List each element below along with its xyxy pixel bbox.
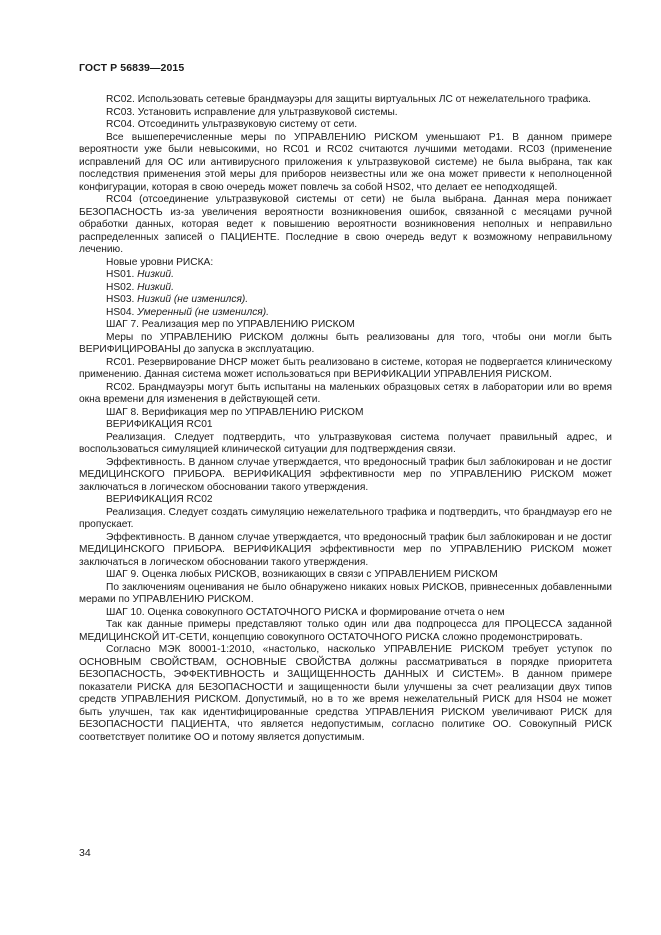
risk-code: HS01.	[106, 269, 135, 280]
risk-code: HS02.	[106, 281, 135, 293]
subheading: ВЕРИФИКАЦИЯ RC01	[106, 419, 213, 430]
paragraph: Новые уровни РИСКА:	[106, 256, 214, 268]
paragraph: Меры по УПРАВЛЕНИЮ РИСКОМ должны быть реализованы для того, чтобы они могли быть ВЕРИФИЦИРОВАНЫ до запуска в эксплуатацию.	[79, 331, 612, 355]
risk-level: Низкий.	[137, 281, 174, 293]
step-heading: ШАГ 9. Оценка любых РИСКОВ, возникающих в связи с УПРАВЛЕНИЕМ РИСКОМ	[106, 569, 498, 580]
paragraph: RC02. Брандмауэры могут быть испытаны на маленьких образцовых сетях в лаборатории или во время окна времени для изменения в действующей сети.	[79, 381, 612, 405]
risk-level: Низкий.	[137, 269, 174, 280]
paragraph: Все вышеперечисленные меры по УПРАВЛЕНИЮ РИСКОМ уменьшают P1. В данном примере вероятности уже были невысокими, но RC01 и RC02 считаются лучшими методами. RC03 (применение исправлений для ОС или антивирусного приложения к ультразвуковой системе) не была выбрана, так как последствия применения этой меры для приборов неизвестны или же она может привести к неполноценной конфигурации, которая в свою очередь может повлечь за собой HS02, что делает ее неподходящей.	[79, 131, 612, 193]
step-heading: ШАГ 10. Оценка совокупного ОСТАТОЧНОГО РИСКА и формирование отчета о нем	[106, 606, 505, 618]
paragraph: Согласно МЭК 80001-1:2010, «настолько, насколько УПРАВЛЕНИЕ РИСКОМ требует уступок по ОСНОВНЫМ СВОЙСТВАМ, ОСНОВНЫЕ СВОЙСТВА должны рассматриваться в порядке приоритета БЕЗОПАСНОСТЬ, ЭФФЕКТИВНОСТЬ и ЗАЩИЩЕННОСТЬ ДАННЫХ И СИСТЕМ». В данном примере показатели РИСКА для БЕЗОПАСНОСТИ и защищенности были улучшены за счет реализации двух типов средств УПРАВЛЕНИЯ РИСКОМ. Допустимый, но в то же время нежелательный РИСК для HS04 не может быть улучшен, так как идентифицированные средства УПРАВЛЕНИЯ РИСКОМ увеличивают РИСК для БЕЗОПАСНОСТИ ПАЦИЕНТА, что является недопустимым, согласно политике ОО. Совокупный РИСК соответствует политике ОО и потому является допустимым.	[79, 644, 612, 743]
risk-code: HS04.	[106, 306, 135, 318]
step-heading: ШАГ 7. Реализация мер по УПРАВЛЕНИЮ РИСКОМ	[106, 319, 355, 330]
paragraph: Эффективность. В данном случае утверждается, что вредоносный трафик был заблокирован и не достиг МЕДИЦИНСКОГО ПРИБОРА. ВЕРИФИКАЦИЯ эффективности мер по УПРАВЛЕНИЮ РИСКОМ может заключаться в логическом обосновании такого утверждения.	[79, 531, 612, 568]
risk-code: HS03.	[106, 294, 135, 305]
paragraph: RC04 (отсоединение ультразвуковой системы от сети) не была выбрана. Данная мера понижает БЕЗОПАСНОСТЬ из-за увеличения вероятности возникновения ошибок, связанной с месяцами ручной обработки данных, которая ведет к повышению вероятности возникновения неполных и неправильно распределенных записей о ПАЦИЕНТЕ. Последние в свою очередь ведут к возможному неправильному лечению.	[79, 194, 612, 255]
paragraph: Реализация. Следует подтвердить, что ультразвуковая система получает правильный адрес, и воспользоваться симуляцией клинической ситуации для подтверждения связи.	[79, 431, 612, 455]
paragraph: Эффективность. В данном случае утверждается, что вредоносный трафик был заблокирован и не достиг МЕДИЦИНСКОГО ПРИБОРА. ВЕРИФИКАЦИЯ эффективности мер по УПРАВЛЕНИЮ РИСКОМ может заключаться в логическом обосновании такого утверждения.	[79, 456, 612, 493]
step-heading: ШАГ 8. Верификация мер по УПРАВЛЕНИЮ РИСКОМ	[106, 406, 364, 418]
paragraph: RC02. Использовать сетевые брандмауэры для защиты виртуальных ЛС от нежелательного трафика.	[106, 94, 591, 105]
subheading: ВЕРИФИКАЦИЯ RC02	[106, 494, 213, 505]
body-text	[79, 94, 612, 744]
risk-level-item	[79, 294, 612, 307]
risk-level-item	[79, 307, 612, 320]
risk-level: Низкий (не изменился).	[137, 294, 249, 305]
risk-level-item	[79, 282, 612, 295]
risk-level: Умеренный (не изменился).	[137, 306, 269, 318]
standard-header: ГОСТ Р 56839—2015	[79, 62, 185, 74]
page-number: 34	[79, 847, 91, 859]
paragraph: RC01. Резервирование DHCP может быть реализовано в системе, которая не подвергается клиническому применению. Данная система может использоваться при ВЕРИФИКАЦИИ УПРАВЛЕНИЯ РИСКОМ.	[79, 356, 612, 380]
risk-level-item	[79, 269, 612, 282]
paragraph: Реализация. Следует создать симуляцию нежелательного трафика и подтвердить, что брандмауэр его не пропускает.	[79, 506, 612, 530]
paragraph: RC03. Установить исправление для ультразвуковой системы.	[106, 106, 398, 118]
paragraph: RC04. Отсоединить ультразвуковую систему от сети.	[106, 119, 358, 130]
paragraph: Так как данные примеры представляют только один или два подпроцесса для ПРОЦЕССА заданной МЕДИЦИНСКОЙ ИТ-СЕТИ, концепцию совокупного ОСТАТОЧНОГО РИСКА сложно продемонстрировать.	[79, 619, 612, 643]
paragraph: По заключениям оценивания не было обнаружено никаких новых РИСКОВ, привнесенных добавленными мерами по УПРАВЛЕНИЮ РИСКОМ.	[79, 581, 612, 605]
